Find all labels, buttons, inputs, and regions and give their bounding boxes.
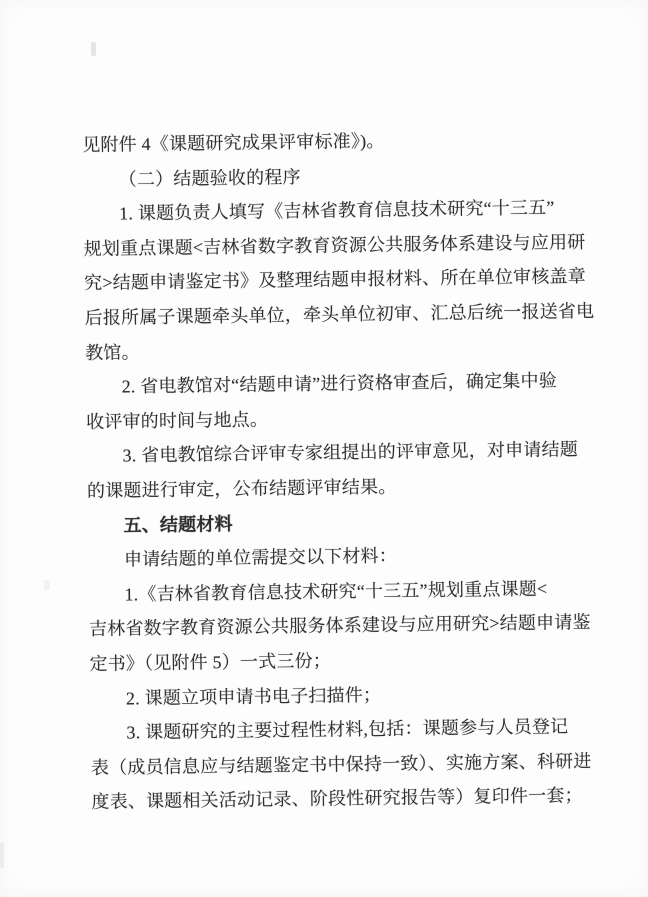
list-item: 3. 省电教馆综合评审专家组提出的评审意见，对申请结题 (122, 439, 579, 466)
text-line: 规划重点课题<吉林省数字教育资源公共服务体系建设与应用研 (83, 231, 586, 259)
text-line: 见附件 4《课题研究成果评审标准》)。 (82, 130, 385, 155)
scan-artifact (0, 842, 4, 868)
subsection-heading: （二）结题验收的程序 (118, 166, 301, 190)
list-item: 1. 课题负责人填写《吉林省教育信息技术研究“十三五” (119, 197, 555, 224)
text-line: 教馆。 (84, 341, 140, 363)
text-line: 吉林省数字教育资源公共服务体系建设与应用研究>结题申请鉴 (88, 612, 591, 640)
text-line: 的课题进行审定，公布结题评审结果。 (86, 476, 397, 501)
section-heading: 五、结题材料 (123, 513, 233, 535)
text-line: 收评审的时间与地点。 (85, 409, 269, 432)
scan-artifact (44, 580, 50, 590)
text-line: 究>结题申请鉴定书》及整理结题申报材料、所在单位审核盖章 (84, 266, 587, 294)
text-line: 申请结题的单位需提交以下材料： (123, 545, 398, 570)
text-line: 度表、课题相关活动记录、阶段性研究报告等）复印件一套； (91, 785, 583, 813)
text-line: 表（成员信息应与结题鉴定书中保持一致）、实施方案、科研进 (90, 750, 592, 778)
document-text-block (82, 121, 597, 820)
scan-artifact (91, 42, 96, 56)
list-item: 3. 课题研究的主要过程性材料,包括：课题参与人员登记 (126, 716, 569, 743)
list-item: 2. 省电教馆对“结题申请”进行资格审查后，确定集中验 (121, 370, 558, 397)
list-item: 2. 课题立项申请书电子扫描件； (125, 684, 382, 708)
text-line: 定书》（见附件 5）一式三份； (89, 650, 332, 674)
text-line: 后报所属子课题牵头单位，牵头单位初审、汇总后统一报送省电 (84, 300, 595, 328)
list-item: 1.《吉林省教育信息技术研究“十三五”规划重点课题< (124, 578, 548, 605)
